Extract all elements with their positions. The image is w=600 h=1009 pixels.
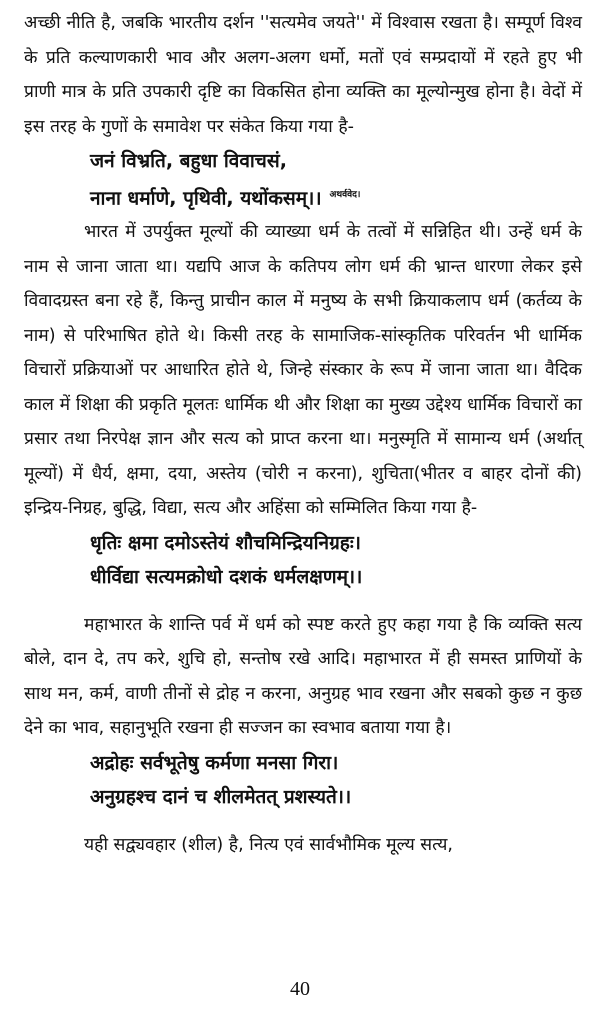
paragraph-mahabharata: महाभारत के शान्ति पर्व में धर्म को स्पष्ट करते हुए कहा गया है कि व्यक्ति सत्य बोले, दान दे, तप करे, शुचि हो, सन्तोष रखे आदि। महाभारत में ही समस्त प्राणियों के साथ मन, कर्म, वाणी तीनों से द्रोह न करना, अनुग्रह भाव रखना और सबको कुछ न कुछ देने का भाव, सहानुभूति रखना ही सज्जन का स्वभाव बताया गया है। [24, 614, 582, 739]
paragraph-intro: अच्छी नीति है, जबकि भारतीय दर्शन ''सत्यमेव जयते'' में विश्वास रखता है। सम्पूर्ण विश्व के प्रति कल्याणकारी भाव और अलग-अलग धर्मो, मतों एवं सम्प्रदायों में रहते हुए भी प्राणी मात्र के प्रति उपकारी दृष्टि का विकसित होना व्यक्ति का मूल्योन्मुख होना है। वेदों में इस तरह के गुणों के समावेश पर संकेत किया गया है- [24, 13, 582, 137]
spacer [24, 594, 582, 608]
verse-manusmriti-line-1: धृतिः क्षमा दमोऽस्तेयं शौचमिन्द्रियनिग्रहः। [90, 531, 361, 554]
verse-atharvaveda-line-1: जनं विभ्रति, बहुधा विवाचसं, [90, 150, 287, 172]
paragraph-sheel: यही सद्व्यवहार (शील) है, नित्य एवं सार्वभौमिक मूल्य सत्य, [84, 834, 453, 855]
verse-manusmriti-line-2: धीर्विद्या सत्यमक्रोधो दशकं धर्मलक्षणम्।। [90, 565, 363, 588]
verse-mahabharata-line-2: अनुग्रहश्च दानं च शीलमेतत् प्रशस्यते।। [90, 785, 352, 808]
paragraph-dharma-values: भारत में उपर्युक्त मूल्यों की व्याख्या धर्म के तत्वों में सन्निहित थी। उन्हें धर्म के नाम से जाना जाता था। यद्यपि आज के कतिपय लोग धर्म की भ्रान्त धारणा लेकर इसे विवादग्रस्त बना रहे हैं, किन्तु प्राचीन काल में मनुष्य के सभी क्रियाकलाप धर्म (कर्तव्य के नाम) से परिभाषित होते थे। किसी तरह के सामाजिक-सांस्कृतिक परिवर्तन भी धार्मिक विचारों प्रक्रियाओं पर आधारित होते थे, जिन्हे संस्कार के रूप में जाना जाता था। वैदिक काल में शिक्षा की प्रकृति मूलतः धार्मिक थी और शिक्षा का मुख्य उद्देश्य धार्मिक विचारों का प्रसार तथा निरपेक्ष ज्ञान और सत्य को प्राप्त करना था। मनुस्मृति में सामान्य धर्म (अर्थात् मूल्यों) में धैर्य, क्षमा, दया, अस्तेय (चोरी न करना), शुचिता(भीतर व बाहर दोनों की) इन्द्रिय-निग्रह, बुद्धि, विद्या, सत्य और अहिंसा को सम्मिलित किया गया है- [24, 222, 582, 519]
verse-atharvaveda-line-2 [24, 178, 582, 215]
verse-atharvaveda-line-2-text: नाना धर्माणे, पृथिवी, यथोंकसम्।। [90, 187, 322, 210]
verse-mahabharata-line-1: अद्रोहः सर्वभूतेषु कर्मणा मनसा गिरा। [90, 751, 339, 774]
page-number: 40 [290, 978, 310, 1000]
spacer-2 [24, 814, 582, 828]
verse-source: अथर्ववेद। [329, 190, 361, 200]
